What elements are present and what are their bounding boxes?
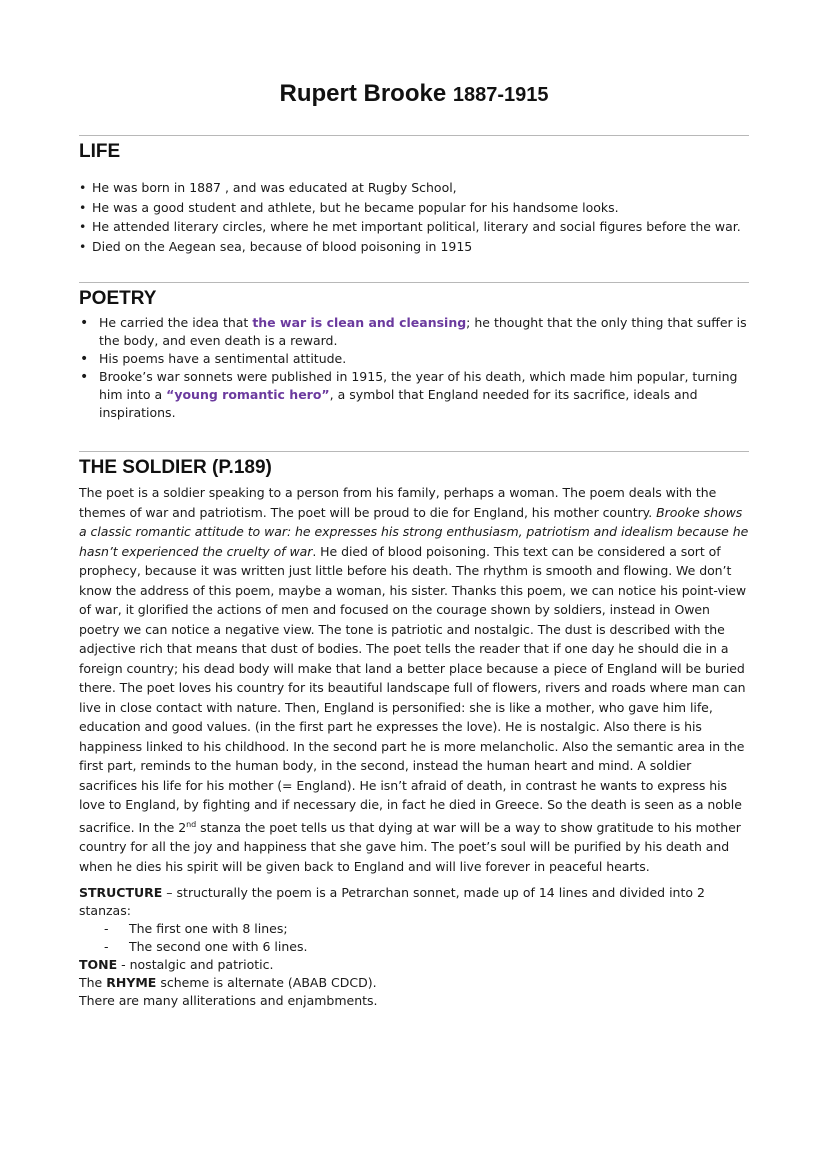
tone-line: TONE - nostalgic and patriotic.	[79, 957, 274, 972]
divider	[79, 451, 749, 452]
list-item: • He was a good student and athlete, but he became popular for his handsome looks.	[79, 199, 619, 215]
highlight-phrase: the war is clean and cleansing	[252, 315, 467, 330]
structure-line: STRUCTURE – structurally the poem is a Petrarchan sonnet, made up of 14 lines and divided into 2 stanzas:	[79, 885, 705, 918]
list-item: - The first one with 8 lines;	[104, 921, 288, 936]
list-item: - The second one with 6 lines.	[104, 939, 308, 954]
title-years: 1887-1915	[452, 84, 549, 106]
alliteration-line: There are many alliterations and enjambments.	[79, 993, 378, 1008]
page-title	[0, 80, 828, 108]
rhyme-line: The RHYME scheme is alternate (ABAB CDCD).	[79, 975, 377, 990]
title-name: Rupert Brooke	[279, 80, 447, 107]
structure-label: STRUCTURE	[79, 885, 163, 900]
list-item: • Died on the Aegean sea, because of blood poisoning in 1915	[79, 238, 473, 254]
list-item: • He carried the idea that the war is clean and cleansing; he thought that the only thing that suffer is the body, and even death is a reward.	[80, 315, 747, 348]
list-item: • He attended literary circles, where he met important political, literary and social figures before the war.	[79, 219, 741, 234]
highlight-phrase: “young romantic hero”	[166, 387, 330, 402]
section-heading-life: LIFE	[79, 141, 121, 162]
soldier-paragraph: The poet is a soldier speaking to a person from his family, perhaps a woman. The poem deals with the themes of war and patriotism. The poet will be proud to die for England, his mother country. Brooke shows a classic romantic attitude to war: he expresses his strong enthusiasm, patriotism and idealism because he hasn’t experienced the cruelty of war. He died of blood poisoning. This text can be considered a sort of prophecy, because it was written just little before his death. The rhythm is smooth and flowing. We don’t know the address of this poem, maybe a woman, his sister. Thanks this poem, we can notice his point-view of war, it glorified the actions of men and focused on the courage shown by soldiers, instead in Owen poetry we can notice a negative view. The tone is patriotic and nostalgic. The dust is described with the adjective rich that means that dust of bodies. The poet tells the reader that if one day he should die in a foreign country; his dead body will make that land a better place because a piece of England will be buried there. The poet loves his country for its beautiful landscape full of flowers, rivers and roads where man can live in close contact with nature. Then, England is personified: she is like a mother, who gave him life, education and good values. (in the first part he expresses the love). He is nostalgic. Also there is his happiness linked to his childhood. In the second part he is more melancholic. Also the semantic area in the first part, reminds to the human body, in the second, instead the human heart and mind. A soldier sacrifices his life for his mother (= England). He isn’t afraid of death, in contrast he wants to express his love to England, by fighting and if necessary die, in fact he died in Greece. So the death is seen as a noble sacrifice. In the 2nd stanza the poet tells us that dying at war will be a way to show gratitude to his mother country for all the joy and happiness that she gave him. The poet’s soul will be purified by his death and when he dies his spirit will be given back to England and will live forever in peaceful hearts.	[79, 485, 749, 874]
list-item: • He was born in 1887 , and was educated at Rugby School,	[79, 180, 457, 195]
divider	[79, 135, 749, 136]
life-list	[79, 178, 759, 256]
structure-block	[79, 884, 759, 1010]
section-heading-soldier: THE SOLDIER (P.189)	[79, 457, 272, 478]
italic-text: Brooke shows a classic romantic attitude to war: he expresses his strong enthusiasm, patriotism and idealism because he hasn’t experienced the cruelty of war	[79, 504, 749, 559]
poetry-list	[79, 314, 759, 422]
tone-label: TONE	[79, 957, 118, 972]
divider	[79, 282, 749, 283]
list-item: • His poems have a sentimental attitude.	[80, 351, 347, 367]
section-heading-poetry: POETRY	[79, 288, 157, 309]
list-item: • Brooke’s war sonnets were published in 1915, the year of his death, which made him popular, turning him into a “young romantic hero”, a symbol that England needed for its sacrifice, ideals and inspirations.	[80, 369, 738, 420]
rhyme-label: RHYME	[106, 975, 157, 990]
